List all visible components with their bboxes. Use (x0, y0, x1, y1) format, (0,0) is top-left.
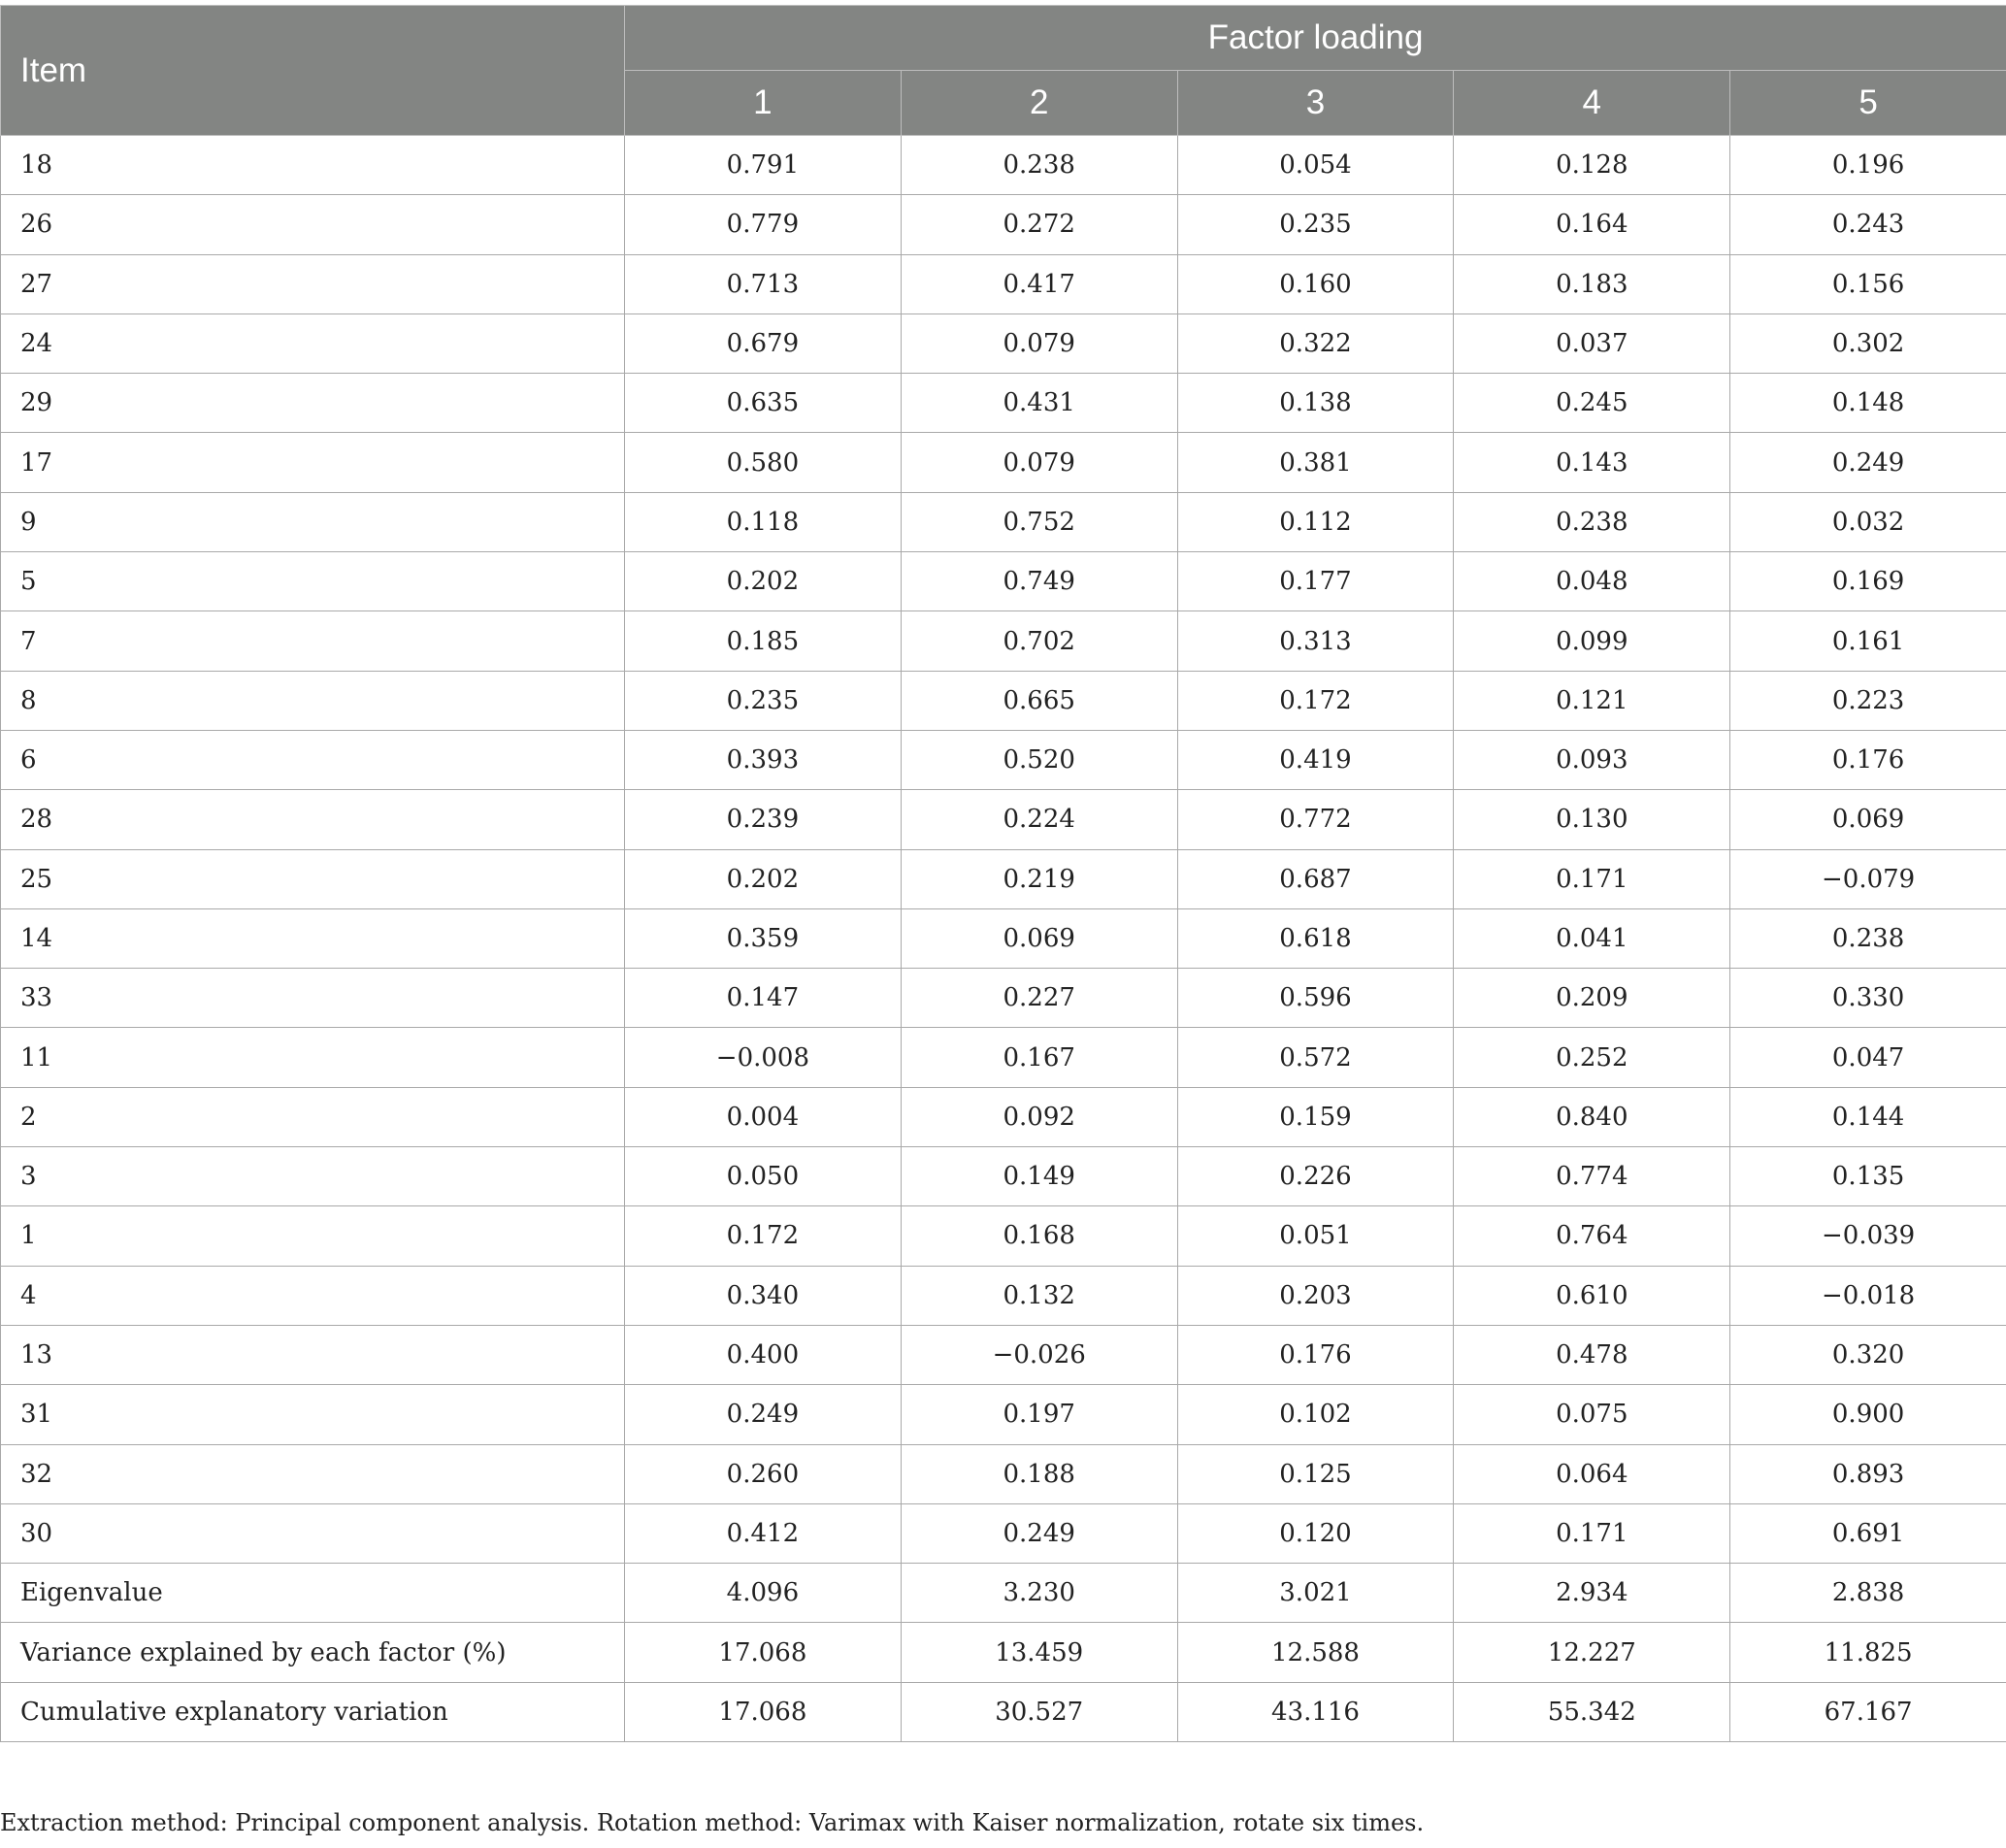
loading-cell-factor-2: 0.752 (901, 492, 1177, 551)
item-cell: 29 (1, 374, 625, 433)
loading-cell-factor-4: 0.128 (1454, 136, 1730, 195)
loading-cell-factor-1: 0.172 (625, 1206, 902, 1266)
table-row (1, 1503, 2006, 1563)
loading-cell-factor-3: 12.588 (1177, 1623, 1454, 1682)
item-cell: 24 (1, 314, 625, 373)
table-row (1, 611, 2006, 671)
loading-cell-factor-5: 0.156 (1730, 254, 2006, 314)
loading-cell-factor-2: 0.702 (901, 611, 1177, 671)
table-row (1, 790, 2006, 849)
loading-cell-factor-1: 0.118 (625, 492, 902, 551)
loading-cell-factor-1: 0.340 (625, 1266, 902, 1325)
loading-cell-factor-5: 0.238 (1730, 908, 2006, 968)
factor-loading-group-header: Factor loading (625, 6, 2006, 71)
loading-cell-factor-3: 0.125 (1177, 1444, 1454, 1503)
loading-cell-factor-1: 0.202 (625, 849, 902, 908)
table-row (1, 136, 2006, 195)
loading-cell-factor-5: 0.249 (1730, 433, 2006, 492)
factor-header-3: 3 (1177, 71, 1454, 136)
loading-cell-factor-1: 0.779 (625, 195, 902, 254)
table-row (1, 1206, 2006, 1266)
loading-cell-factor-5: −0.079 (1730, 849, 2006, 908)
table-header (1, 6, 2006, 136)
loading-cell-factor-5: 0.032 (1730, 492, 2006, 551)
loading-cell-factor-5: 0.047 (1730, 1028, 2006, 1087)
item-cell: 17 (1, 433, 625, 492)
loading-cell-factor-5: 0.223 (1730, 671, 2006, 730)
loading-cell-factor-3: 0.687 (1177, 849, 1454, 908)
loading-cell-factor-1: 0.202 (625, 552, 902, 611)
loading-cell-factor-1: 0.147 (625, 969, 902, 1028)
table-row (1, 195, 2006, 254)
loading-cell-factor-5: 0.691 (1730, 1503, 2006, 1563)
loading-cell-factor-3: 0.160 (1177, 254, 1454, 314)
loading-cell-factor-1: 0.400 (625, 1325, 902, 1384)
loading-cell-factor-5: 0.069 (1730, 790, 2006, 849)
loading-cell-factor-2: 0.749 (901, 552, 1177, 611)
loading-cell-factor-3: 0.051 (1177, 1206, 1454, 1266)
table-row (1, 492, 2006, 551)
loading-cell-factor-5: 0.161 (1730, 611, 2006, 671)
loading-cell-factor-4: 2.934 (1454, 1564, 1730, 1623)
table-row (1, 849, 2006, 908)
loading-cell-factor-4: 0.774 (1454, 1147, 1730, 1206)
table-row (1, 1682, 2006, 1741)
loading-cell-factor-2: 3.230 (901, 1564, 1177, 1623)
loading-cell-factor-2: 30.527 (901, 1682, 1177, 1741)
loading-cell-factor-5: 0.135 (1730, 1147, 2006, 1206)
loading-cell-factor-5: 0.169 (1730, 552, 2006, 611)
loading-cell-factor-4: 0.164 (1454, 195, 1730, 254)
item-cell: 13 (1, 1325, 625, 1384)
item-cell: 5 (1, 552, 625, 611)
item-cell: Variance explained by each factor (%) (1, 1623, 625, 1682)
item-cell: 3 (1, 1147, 625, 1206)
loading-cell-factor-3: 0.102 (1177, 1385, 1454, 1444)
table-footnote: Extraction method: Principal component analysis. Rotation method: Varimax with Kaiser normalization, rotate six times. (0, 1809, 1425, 1836)
item-cell: 2 (1, 1087, 625, 1146)
loading-cell-factor-2: 0.069 (901, 908, 1177, 968)
item-cell: 32 (1, 1444, 625, 1503)
loading-cell-factor-4: 0.238 (1454, 492, 1730, 551)
loading-cell-factor-3: 0.235 (1177, 195, 1454, 254)
loading-cell-factor-2: 0.149 (901, 1147, 1177, 1206)
loading-cell-factor-5: 11.825 (1730, 1623, 2006, 1682)
loading-cell-factor-4: 0.209 (1454, 969, 1730, 1028)
loading-cell-factor-3: 0.313 (1177, 611, 1454, 671)
loading-cell-factor-2: 13.459 (901, 1623, 1177, 1682)
loading-cell-factor-2: 0.197 (901, 1385, 1177, 1444)
item-cell: 7 (1, 611, 625, 671)
table-body (1, 136, 2006, 1742)
table-row (1, 1385, 2006, 1444)
item-cell: 14 (1, 908, 625, 968)
loading-cell-factor-1: 0.580 (625, 433, 902, 492)
item-cell: 6 (1, 730, 625, 789)
loading-cell-factor-1: 0.235 (625, 671, 902, 730)
factor-header-2: 2 (901, 71, 1177, 136)
loading-cell-factor-5: 0.302 (1730, 314, 2006, 373)
loading-cell-factor-4: 12.227 (1454, 1623, 1730, 1682)
loading-cell-factor-3: 0.176 (1177, 1325, 1454, 1384)
table-row (1, 1325, 2006, 1384)
loading-cell-factor-3: 0.572 (1177, 1028, 1454, 1087)
loading-cell-factor-4: 0.093 (1454, 730, 1730, 789)
loading-cell-factor-1: 0.260 (625, 1444, 902, 1503)
loading-cell-factor-4: 0.037 (1454, 314, 1730, 373)
item-column-header: Item (1, 6, 625, 136)
loading-cell-factor-4: 0.121 (1454, 671, 1730, 730)
factor-loading-table-container (0, 5, 2006, 1742)
loading-cell-factor-4: 55.342 (1454, 1682, 1730, 1741)
loading-cell-factor-4: 0.075 (1454, 1385, 1730, 1444)
item-cell: 4 (1, 1266, 625, 1325)
table-row (1, 374, 2006, 433)
loading-cell-factor-2: 0.167 (901, 1028, 1177, 1087)
loading-cell-factor-2: 0.431 (901, 374, 1177, 433)
loading-cell-factor-3: 0.054 (1177, 136, 1454, 195)
loading-cell-factor-2: 0.238 (901, 136, 1177, 195)
item-cell: 31 (1, 1385, 625, 1444)
loading-cell-factor-4: 0.764 (1454, 1206, 1730, 1266)
loading-cell-factor-1: 0.635 (625, 374, 902, 433)
loading-cell-factor-2: 0.219 (901, 849, 1177, 908)
loading-cell-factor-2: 0.079 (901, 433, 1177, 492)
item-cell: 28 (1, 790, 625, 849)
table-row (1, 730, 2006, 789)
loading-cell-factor-3: 0.203 (1177, 1266, 1454, 1325)
loading-cell-factor-3: 0.159 (1177, 1087, 1454, 1146)
table-row (1, 552, 2006, 611)
loading-cell-factor-3: 43.116 (1177, 1682, 1454, 1741)
loading-cell-factor-4: 0.840 (1454, 1087, 1730, 1146)
loading-cell-factor-4: 0.099 (1454, 611, 1730, 671)
table-row (1, 314, 2006, 373)
item-cell: 33 (1, 969, 625, 1028)
loading-cell-factor-5: 0.893 (1730, 1444, 2006, 1503)
loading-cell-factor-5: 0.144 (1730, 1087, 2006, 1146)
loading-cell-factor-4: 0.064 (1454, 1444, 1730, 1503)
loading-cell-factor-3: 0.381 (1177, 433, 1454, 492)
table-row (1, 433, 2006, 492)
loading-cell-factor-1: 0.004 (625, 1087, 902, 1146)
loading-cell-factor-4: 0.048 (1454, 552, 1730, 611)
loading-cell-factor-4: 0.171 (1454, 849, 1730, 908)
loading-cell-factor-1: 0.359 (625, 908, 902, 968)
loading-cell-factor-5: 0.243 (1730, 195, 2006, 254)
loading-cell-factor-2: 0.520 (901, 730, 1177, 789)
loading-cell-factor-1: 0.239 (625, 790, 902, 849)
loading-cell-factor-5: −0.039 (1730, 1206, 2006, 1266)
loading-cell-factor-3: 0.596 (1177, 969, 1454, 1028)
loading-cell-factor-5: 0.196 (1730, 136, 2006, 195)
table-row (1, 1444, 2006, 1503)
loading-cell-factor-2: 0.224 (901, 790, 1177, 849)
loading-cell-factor-3: 3.021 (1177, 1564, 1454, 1623)
table-row (1, 1087, 2006, 1146)
table-row (1, 1564, 2006, 1623)
loading-cell-factor-4: 0.245 (1454, 374, 1730, 433)
loading-cell-factor-2: 0.272 (901, 195, 1177, 254)
item-cell: 1 (1, 1206, 625, 1266)
loading-cell-factor-3: 0.172 (1177, 671, 1454, 730)
loading-cell-factor-2: −0.026 (901, 1325, 1177, 1384)
loading-cell-factor-1: 0.412 (625, 1503, 902, 1563)
loading-cell-factor-2: 0.227 (901, 969, 1177, 1028)
factor-loading-table (0, 5, 2006, 1742)
loading-cell-factor-1: 0.249 (625, 1385, 902, 1444)
factor-header-4: 4 (1454, 71, 1730, 136)
item-cell: Cumulative explanatory variation (1, 1682, 625, 1741)
table-row (1, 1147, 2006, 1206)
loading-cell-factor-5: −0.018 (1730, 1266, 2006, 1325)
loading-cell-factor-2: 0.417 (901, 254, 1177, 314)
loading-cell-factor-3: 0.419 (1177, 730, 1454, 789)
loading-cell-factor-3: 0.772 (1177, 790, 1454, 849)
loading-cell-factor-3: 0.322 (1177, 314, 1454, 373)
table-row (1, 969, 2006, 1028)
loading-cell-factor-4: 0.252 (1454, 1028, 1730, 1087)
loading-cell-factor-4: 0.130 (1454, 790, 1730, 849)
loading-cell-factor-1: 0.679 (625, 314, 902, 373)
loading-cell-factor-3: 0.112 (1177, 492, 1454, 551)
table-row (1, 1028, 2006, 1087)
loading-cell-factor-2: 0.188 (901, 1444, 1177, 1503)
loading-cell-factor-1: 4.096 (625, 1564, 902, 1623)
table-row (1, 908, 2006, 968)
loading-cell-factor-2: 0.168 (901, 1206, 1177, 1266)
item-cell: Eigenvalue (1, 1564, 625, 1623)
loading-cell-factor-1: 17.068 (625, 1623, 902, 1682)
loading-cell-factor-4: 0.041 (1454, 908, 1730, 968)
factor-header-1: 1 (625, 71, 902, 136)
loading-cell-factor-2: 0.249 (901, 1503, 1177, 1563)
loading-cell-factor-1: −0.008 (625, 1028, 902, 1087)
item-cell: 8 (1, 671, 625, 730)
factor-header-5: 5 (1730, 71, 2006, 136)
item-cell: 27 (1, 254, 625, 314)
loading-cell-factor-1: 0.791 (625, 136, 902, 195)
loading-cell-factor-5: 0.176 (1730, 730, 2006, 789)
loading-cell-factor-3: 0.177 (1177, 552, 1454, 611)
item-cell: 11 (1, 1028, 625, 1087)
loading-cell-factor-1: 0.393 (625, 730, 902, 789)
loading-cell-factor-2: 0.079 (901, 314, 1177, 373)
loading-cell-factor-2: 0.132 (901, 1266, 1177, 1325)
item-cell: 25 (1, 849, 625, 908)
loading-cell-factor-4: 0.143 (1454, 433, 1730, 492)
loading-cell-factor-1: 0.050 (625, 1147, 902, 1206)
loading-cell-factor-2: 0.092 (901, 1087, 1177, 1146)
table-row (1, 1623, 2006, 1682)
loading-cell-factor-4: 0.171 (1454, 1503, 1730, 1563)
item-cell: 26 (1, 195, 625, 254)
loading-cell-factor-1: 0.185 (625, 611, 902, 671)
loading-cell-factor-4: 0.478 (1454, 1325, 1730, 1384)
loading-cell-factor-3: 0.120 (1177, 1503, 1454, 1563)
loading-cell-factor-5: 0.320 (1730, 1325, 2006, 1384)
loading-cell-factor-3: 0.226 (1177, 1147, 1454, 1206)
loading-cell-factor-2: 0.665 (901, 671, 1177, 730)
loading-cell-factor-5: 0.900 (1730, 1385, 2006, 1444)
loading-cell-factor-1: 0.713 (625, 254, 902, 314)
loading-cell-factor-5: 0.330 (1730, 969, 2006, 1028)
table-row (1, 254, 2006, 314)
loading-cell-factor-5: 0.148 (1730, 374, 2006, 433)
loading-cell-factor-4: 0.183 (1454, 254, 1730, 314)
table-row (1, 1266, 2006, 1325)
loading-cell-factor-3: 0.618 (1177, 908, 1454, 968)
item-cell: 18 (1, 136, 625, 195)
item-cell: 30 (1, 1503, 625, 1563)
loading-cell-factor-5: 2.838 (1730, 1564, 2006, 1623)
item-cell: 9 (1, 492, 625, 551)
loading-cell-factor-5: 67.167 (1730, 1682, 2006, 1741)
loading-cell-factor-3: 0.138 (1177, 374, 1454, 433)
table-row (1, 671, 2006, 730)
loading-cell-factor-1: 17.068 (625, 1682, 902, 1741)
loading-cell-factor-4: 0.610 (1454, 1266, 1730, 1325)
